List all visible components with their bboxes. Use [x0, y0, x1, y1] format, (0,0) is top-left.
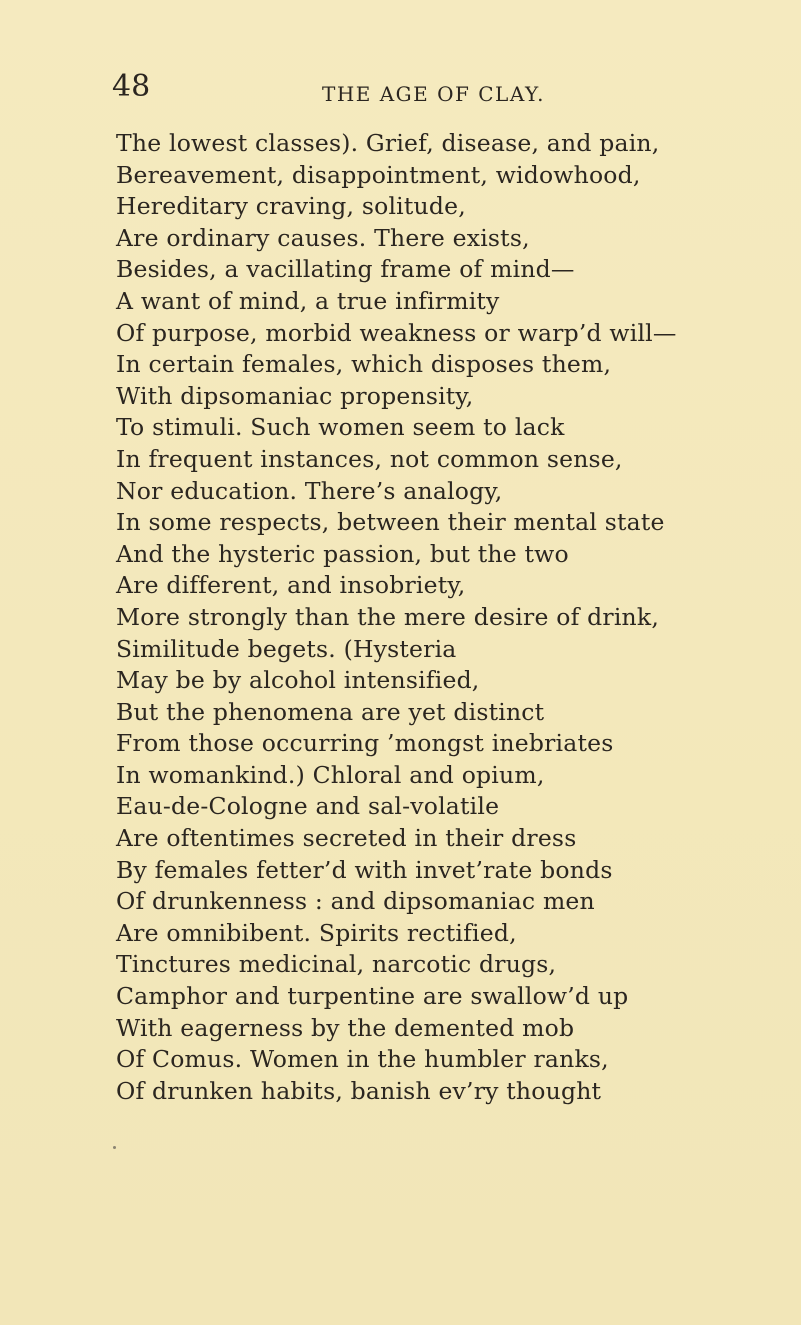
poem-line: With dipsomaniac propensity,: [116, 381, 474, 410]
poem-line: Similitude begets. (Hysteria: [116, 634, 457, 663]
poem-line: Are omnibibent. Spirits rectified,: [116, 918, 517, 947]
page-number: 48: [112, 69, 151, 104]
poem-text: [116, 128, 796, 1107]
poem-line: The lowest classes). Grief, disease, and pain,: [116, 129, 660, 157]
poem-line: From those occurring ’mongst inebriates: [116, 729, 614, 758]
poem-line: But the phenomena are yet distinct: [116, 697, 545, 726]
poem-line: To stimuli. Such women seem to lack: [116, 413, 565, 442]
running-title: THE AGE OF CLAY.: [322, 82, 545, 106]
ink-speck: [113, 1146, 116, 1149]
poem-line: Tinctures medicinal, narcotic drugs,: [116, 950, 557, 979]
poem-line: In frequent instances, not common sense,: [116, 444, 623, 473]
poem-line: Of Comus. Women in the humbler ranks,: [116, 1045, 609, 1074]
poem-line: Besides, a vacillating frame of mind—: [116, 255, 575, 284]
poem-line: Bereavement, disappointment, widowhood,: [116, 160, 641, 189]
poem-line: A want of mind, a true infirmity: [116, 286, 500, 315]
poem-line: Are different, and insobriety,: [116, 571, 466, 600]
poem-line: Of drunkenness : and dipsomaniac men: [116, 887, 595, 916]
poem-line: Camphor and turpentine are swallow’d up: [116, 982, 629, 1011]
poem-line: In certain females, which disposes them,: [116, 350, 612, 379]
poem-line: Of purpose, morbid weakness or warp’d will—: [116, 318, 677, 347]
poem-line: May be by alcohol intensified,: [116, 666, 480, 695]
poem-line: More strongly than the mere desire of drink,: [116, 602, 659, 631]
poem-line: In some respects, between their mental state: [116, 508, 665, 537]
poem-line: In womankind.) Chloral and opium,: [116, 760, 545, 789]
poem-line: Nor education. There’s analogy,: [116, 476, 503, 505]
poem-line: Hereditary craving, solitude,: [116, 192, 466, 221]
poem-line: With eagerness by the demented mob: [116, 1013, 575, 1042]
poem-line: Are ordinary causes. There exists,: [116, 223, 530, 252]
poem-line: And the hysteric passion, but the two: [116, 539, 569, 568]
poem-line: Are oftentimes secreted in their dress: [116, 824, 577, 853]
poem-line: Eau-de-Cologne and sal-volatile: [116, 792, 500, 821]
poem-line: Of drunken habits, banish ev’ry thought: [116, 1076, 602, 1105]
poem-line: By females fetter’d with invet’rate bonds: [116, 855, 613, 884]
